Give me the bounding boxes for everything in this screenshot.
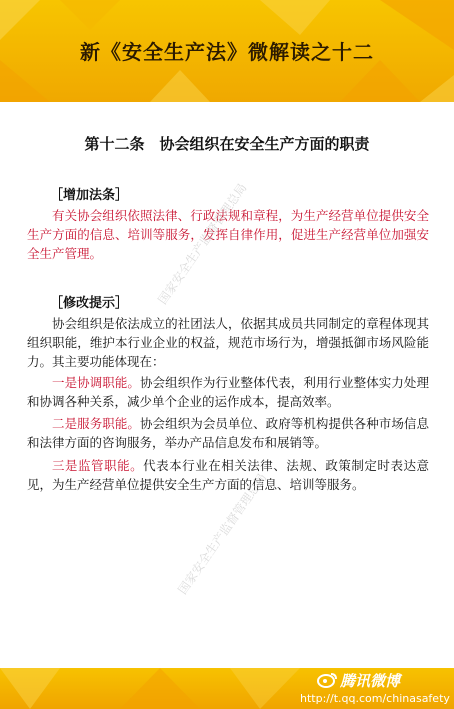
article-title: 第十二条 协会组织在安全生产方面的职责: [84, 135, 370, 153]
added-clause-text: 有关协会组织依照法律、行政法规和章程，为生产经营单位提供安全生产方面的信息、培训等服务，发挥自律作用，促进生产经营单位加强安全生产管理。: [27, 208, 429, 261]
weibo-logo-icon: [316, 671, 338, 689]
point-coordination-head: 一是协调职能。: [52, 375, 140, 390]
watermark-2: 国家安全生产监督管理总局: [175, 470, 270, 597]
revision-notes-label: ［修改提示］: [50, 296, 129, 311]
footer-brand: 腾讯微博: [340, 672, 401, 690]
point-supervision-body: 代表本行业在相关法律、法规、政策制定时表达意见，为生产经营单位提供安全生产方面的信息、培训等服务。: [27, 458, 429, 492]
point-coordination-body: 协会组织作为行业整体代表，利用行业整体实力处理和协调各种关系，减少单个企业的运作成本，提高效率。: [27, 375, 429, 409]
point-coordination: [27, 373, 429, 411]
revision-notes-intro: 协会组织是依法成立的社团法人，依据其成员共同制定的章程体现其组织职能，维护本行业企业的权益，规范市场行为，增强抵御市场风险能力。其主要功能体现在：: [27, 316, 429, 369]
point-supervision-head: 三是监管职能。: [52, 458, 144, 473]
watermark-1: 国家安全生产监督管理总局: [155, 180, 250, 307]
point-service-body: 协会组织为会员单位、政府等机构提供各种市场信息和法律方面的咨询服务，举办产品信息发布和展销等。: [27, 416, 429, 450]
point-service-head: 二是服务职能。: [52, 416, 140, 431]
added-clause-label: ［增加法条］: [50, 188, 129, 203]
point-supervision: [27, 456, 429, 494]
point-service: [27, 414, 429, 452]
footer-url-link[interactable]: http://t.qq.com/chinasafety: [300, 692, 450, 705]
header-banner: [0, 0, 454, 102]
banner-title: 新《安全生产法》微解读之十二: [80, 40, 374, 64]
